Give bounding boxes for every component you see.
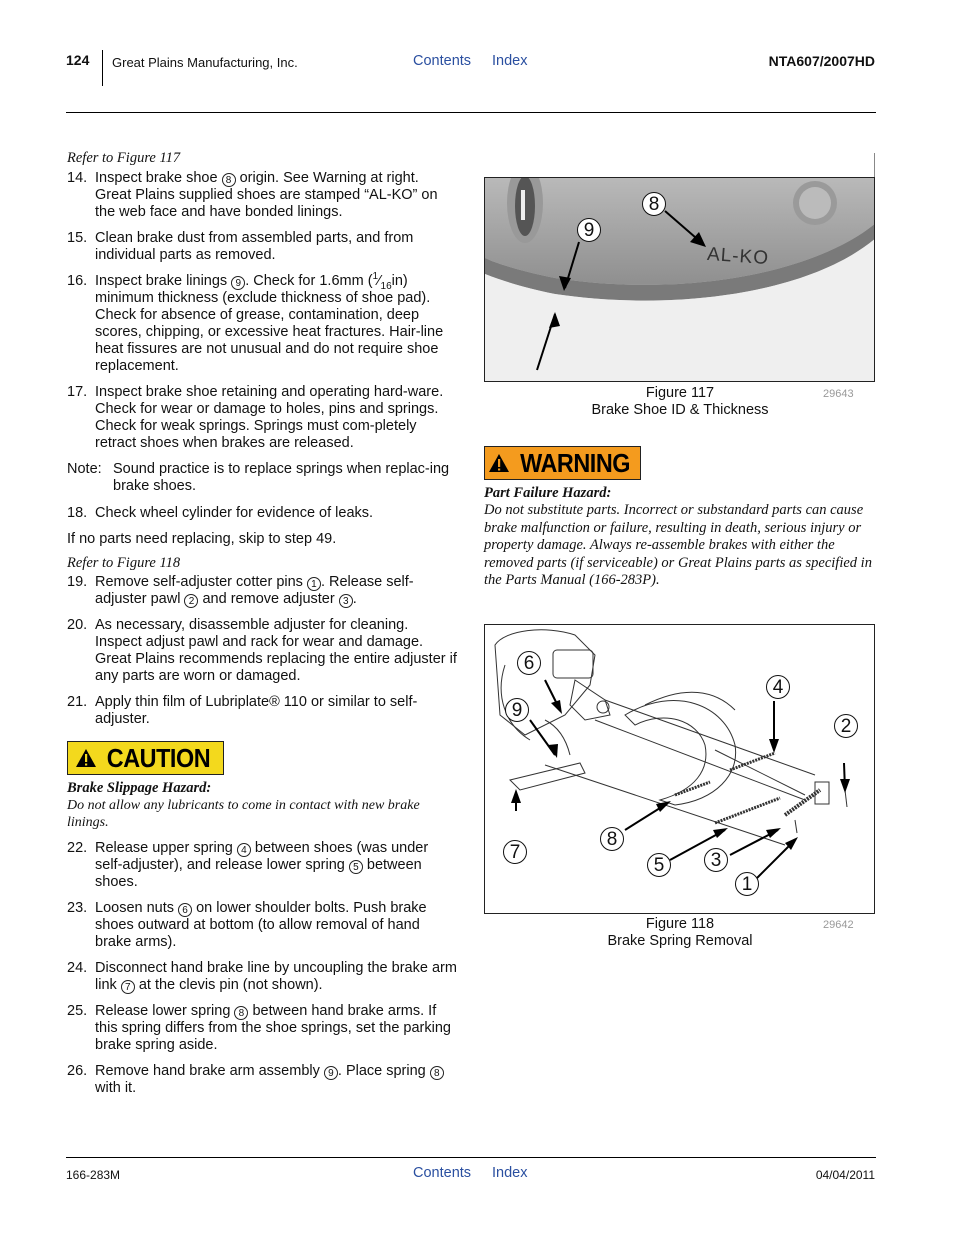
step-text: As necessary, disassemble adjuster for cleaning. Inspect adjust pawl and rack for wear and damage. Great Plains recommends replacing the entire adjuster if any parts are worn or damaged. bbox=[95, 617, 457, 684]
contents-link[interactable]: Contents bbox=[413, 53, 472, 69]
step-24 bbox=[67, 960, 457, 994]
step-text: Check wheel cylinder for evidence of leaks. bbox=[95, 505, 374, 521]
footer-index-link[interactable]: Index bbox=[492, 1165, 528, 1181]
caution-text: Do not allow any lubricants to come in contact with new brake linings. bbox=[67, 798, 420, 830]
step-text: Inspect brake shoe retaining and operating hard-ware. Check for wear or damage to holes, pins and springs. Check for weak springs. Springs must com-pletely retract shoes when brakes are released. bbox=[95, 384, 444, 451]
callout-6: 6 bbox=[517, 651, 541, 675]
step-text: . Release self-adjuster pawl bbox=[95, 574, 414, 607]
note-label: Note: bbox=[67, 461, 102, 477]
callout-ref: 9 bbox=[231, 276, 245, 290]
step-text: Loosen nuts bbox=[95, 900, 179, 916]
figure-118-image bbox=[484, 624, 875, 914]
brake-assembly-drawing bbox=[485, 625, 875, 914]
figure-117-caption: Brake Shoe ID & Thickness bbox=[591, 402, 769, 418]
step-text: in) minimum thickness (exclude thickness of shoe pad). Check for absence of grease, contamination, deep scores, chipping, or excessive heat fractures. Hair-line heat fissures are not unusual and do not require shoe replacement. bbox=[95, 273, 444, 374]
ref-figure-117: Refer to Figure 117 bbox=[67, 150, 181, 166]
step-number: 15. bbox=[67, 230, 88, 246]
callout-ref: 6 bbox=[178, 903, 192, 917]
step-text: Remove hand brake arm assembly bbox=[95, 1063, 324, 1079]
note-text: Sound practice is to replace springs when replac-ing brake shoes. bbox=[113, 461, 450, 494]
step-17 bbox=[67, 384, 457, 452]
warning-triangle-icon bbox=[488, 453, 510, 473]
step-18 bbox=[67, 505, 457, 522]
step-text: Disconnect hand brake line by uncoupling the brake arm link bbox=[95, 960, 457, 993]
step-number: 16. bbox=[67, 273, 88, 289]
figure-118-title: Figure 118 bbox=[645, 916, 715, 932]
footer-contents-link[interactable]: Contents bbox=[413, 1165, 472, 1181]
caution-word: CAUTION bbox=[106, 742, 211, 773]
doc-date: 04/04/2011 bbox=[815, 1168, 875, 1182]
step-number: 20. bbox=[67, 617, 88, 633]
callout-ref: 3 bbox=[339, 594, 353, 608]
step-text: between shoes (was under self-adjuster), and release lower spring bbox=[95, 840, 429, 873]
callout-ref: 9 bbox=[324, 1066, 338, 1080]
note bbox=[67, 461, 457, 495]
al-ko-stamp: AL-KO bbox=[706, 243, 770, 270]
callout-ref: 8 bbox=[234, 1006, 248, 1020]
step-text: Release upper spring bbox=[95, 840, 237, 856]
callout-ref: 8 bbox=[430, 1066, 444, 1080]
callout-2: 2 bbox=[834, 714, 858, 738]
step-15 bbox=[67, 230, 457, 264]
step-text: Inspect brake shoe bbox=[95, 170, 222, 186]
step-14 bbox=[67, 170, 457, 221]
callout-ref: 5 bbox=[349, 860, 363, 874]
skip-instruction: If no parts need replacing, skip to step 49. bbox=[67, 531, 337, 547]
header-rule bbox=[66, 112, 876, 113]
step-number: 19. bbox=[67, 574, 88, 590]
step-text: Apply thin film of Lubriplate® 110 or similar to self-adjuster. bbox=[95, 694, 418, 727]
callout-4: 4 bbox=[766, 675, 790, 699]
fraction-denominator: 16 bbox=[380, 280, 392, 292]
index-link[interactable]: Index bbox=[492, 53, 528, 69]
warning-label bbox=[484, 446, 641, 480]
callout-9: 9 bbox=[505, 698, 529, 722]
step-19 bbox=[67, 574, 457, 608]
figure-117-number: 29643 bbox=[823, 388, 854, 400]
warning-text: Do not substitute parts. Incorrect or substandard parts can cause brake malfunction or failure, resulting in death, serious injury or property damage. Always re-assemble brakes with either the removed parts (if serviceable) or Great Plains parts as specified in the Parts Manual (166-283P). bbox=[484, 502, 872, 588]
step-26 bbox=[67, 1063, 457, 1097]
step-text: and remove adjuster bbox=[198, 591, 339, 607]
callout-1: 1 bbox=[735, 872, 759, 896]
warning-triangle-icon bbox=[75, 748, 97, 768]
callout-ref: 1 bbox=[307, 577, 321, 591]
step-text: Release lower spring bbox=[95, 1003, 235, 1019]
header-divider bbox=[102, 50, 103, 86]
callout-8: 8 bbox=[642, 192, 666, 216]
step-text: between shoes. bbox=[95, 857, 422, 890]
step-21 bbox=[67, 694, 457, 728]
warning-word: WARNING bbox=[520, 447, 631, 478]
page-number: 124 bbox=[66, 52, 90, 68]
callout-ref: 2 bbox=[184, 594, 198, 608]
step-22 bbox=[67, 840, 457, 891]
step-number: 24. bbox=[67, 960, 88, 976]
figure-117-image bbox=[484, 177, 875, 382]
step-text: between hand brake arms. If this spring differs from the shoe springs, set the parking brake spring aside. bbox=[95, 1003, 451, 1053]
caution-label bbox=[67, 741, 224, 775]
step-text: Inspect brake linings bbox=[95, 273, 232, 289]
company-name: Great Plains Manufacturing, Inc. bbox=[112, 55, 298, 70]
footer-rule bbox=[66, 1157, 876, 1158]
figure-118-number: 29642 bbox=[823, 919, 854, 931]
step-text: . bbox=[352, 591, 357, 607]
callout-8: 8 bbox=[600, 827, 624, 851]
step-text: . Place spring bbox=[337, 1063, 430, 1079]
step-text: . Check for 1.6mm ( bbox=[245, 273, 373, 289]
step-text: with it. bbox=[95, 1080, 137, 1096]
step-number: 14. bbox=[67, 170, 88, 186]
callout-7: 7 bbox=[503, 840, 527, 864]
fraction-numerator: 1 bbox=[372, 271, 379, 283]
callout-5: 5 bbox=[647, 853, 671, 877]
step-25 bbox=[67, 1003, 457, 1054]
step-23 bbox=[67, 900, 457, 951]
step-number: 22. bbox=[67, 840, 88, 856]
step-number: 21. bbox=[67, 694, 88, 710]
step-number: 25. bbox=[67, 1003, 88, 1019]
warning-title: Part Failure Hazard: bbox=[484, 485, 612, 501]
step-text: Clean brake dust from assembled parts, and from individual parts as removed. bbox=[95, 230, 414, 263]
figure-118-caption: Brake Spring Removal bbox=[607, 933, 753, 949]
brake-shoe-photo bbox=[485, 178, 875, 382]
callout-ref: 4 bbox=[237, 843, 251, 857]
caution-title: Brake Slippage Hazard: bbox=[67, 780, 212, 796]
step-text: on lower shoulder bolts. Push brake shoes outward at bottom (to allow removal of hand brake arms). bbox=[95, 900, 427, 950]
callout-ref: 7 bbox=[121, 980, 135, 994]
step-number: 17. bbox=[67, 384, 88, 400]
step-text: Remove self-adjuster cotter pins bbox=[95, 574, 307, 590]
step-number: 18. bbox=[67, 505, 88, 521]
model-number: NTA607/2007HD bbox=[768, 53, 875, 69]
callout-ref: 8 bbox=[222, 173, 236, 187]
step-text: at the clevis pin (not shown). bbox=[134, 977, 323, 993]
step-text: origin. See Warning at right. Great Plains supplied shoes are stamped “AL-KO” on the web face and have bonded linings. bbox=[95, 170, 438, 220]
step-16: 16. Inspect brake linings 9 . Check for 1.6mm $(^1⁄_{16}in)$ minimum thickness (exclude thickness of shoe pad). Check for absence of grease, contamination, deep scores, chipping, or excessive heat fractures. Hair-line heat fissures are not unusual and do not require shoe replacement. bbox=[67, 271, 444, 374]
step-20 bbox=[67, 617, 457, 685]
ref-figure-118: Refer to Figure 118 bbox=[67, 555, 181, 571]
callout-3: 3 bbox=[704, 848, 728, 872]
step-number: 26. bbox=[67, 1063, 88, 1079]
figure-117-title: Figure 117 bbox=[645, 385, 715, 401]
step-number: 23. bbox=[67, 900, 88, 916]
callout-9: 9 bbox=[577, 218, 601, 242]
column-marker bbox=[874, 153, 875, 177]
doc-number: 166-283M bbox=[66, 1168, 121, 1182]
